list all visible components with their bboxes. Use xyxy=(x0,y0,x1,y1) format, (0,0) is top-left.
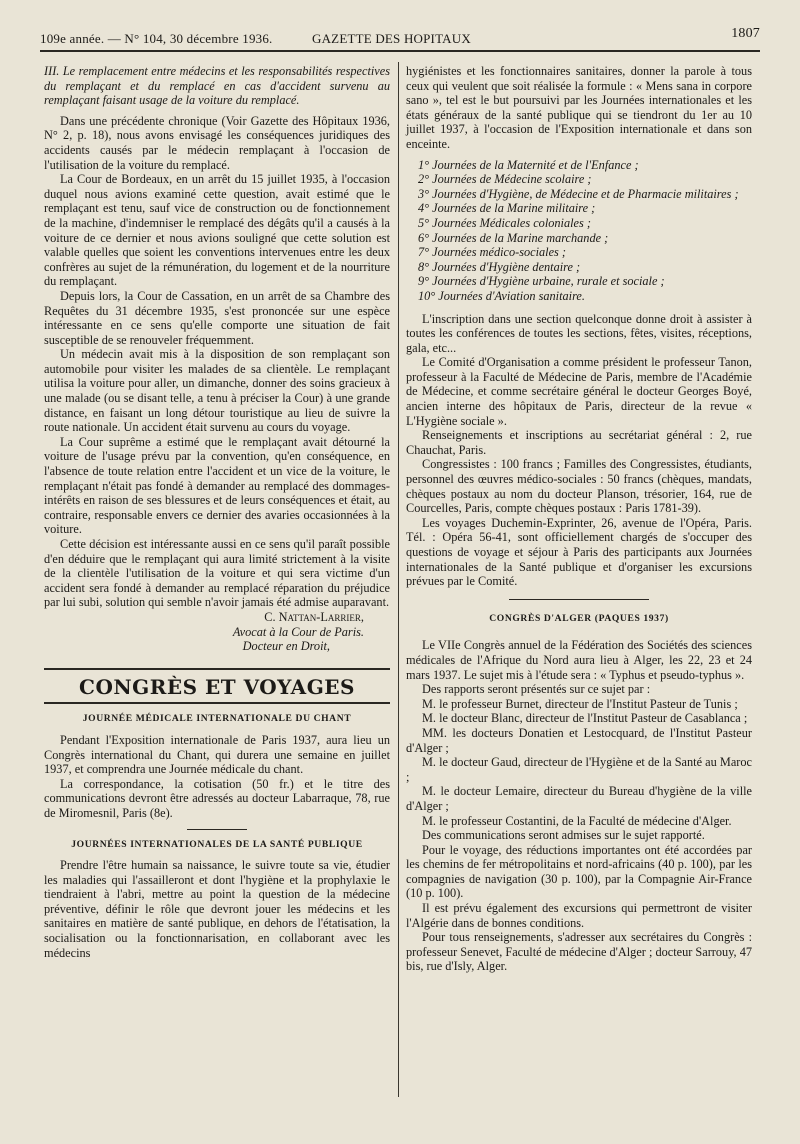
paragraph: Congressistes : 100 francs ; Familles des Congressistes, étudiants, personnel des œuvres médico-sociales : 50 francs (chèques, mandats, chèques postaux au nom du docteur Planson, trésorier, 164, rue de Courcelles, Paris, compte chèques postaux : Paris 1781-39). xyxy=(406,457,752,516)
paragraph: Le Comité d'Organisation a comme président le professeur Tanon, professeur à la Faculté de Médecine de Paris, membre de l'Académie de Médecine, et comme secrétaire général le docteur Georges Boyé, ancien interne des hôpitaux de Paris, directeur de la revue « L'Hygiène sociale ». xyxy=(406,355,752,428)
paragraph: M. le docteur Gaud, directeur de l'Hygiène et de la Santé au Maroc ; xyxy=(406,755,752,784)
section-title: CONGRÈS ET VOYAGES xyxy=(44,668,390,705)
subsection-title: JOURNÉE MÉDICALE INTERNATIONALE DU CHANT xyxy=(82,713,352,725)
paragraph: Depuis lors, la Cour de Cassation, en un arrêt de sa Chambre des Requêtes du 31 décembre 1935, s'est prononcée sur une espèce intéressante en ce sens qu'elle comporte une situation de fait susceptible de se renouveler fréquemment. xyxy=(44,288,390,347)
paragraph: Cette décision est intéressante aussi en ce sens qu'il paraît possible d'en déduire que le remplaçant qui aura limité strictement à la visite de la clientèle l'utilisation de la voiture et qui sera victime d'un accident sera fondé à demander au remplacé réparation du préjudice par lui subi, solution qui semble n'avoir jamais été admise auparavant. xyxy=(44,537,390,610)
paragraph: Les voyages Duchemin-Exprinter, 26, avenue de l'Opéra, Paris. Tél. : Opéra 56-41, sont officiellement chargés de s'occuper des questions de voyage et séjour à Paris des participants aux Journées internationales de la Santé publique et d'organiser les excursions prévues par le Comité. xyxy=(406,515,752,589)
list-item: 7° Journées médico-sociales ; xyxy=(418,245,566,260)
subsection-title: CONGRÈS D'ALGER (PAQUES 1937) xyxy=(489,612,669,624)
paragraph: La Cour suprême a estimé que le remplaçant avait détourné la voiture de l'usage prévu par la convention, qu'en conséquence, en l'absence de toute relation entre l'accident et un vice de la voiture, le remplaçant n'était pas fondé à demander au remplacé des dommages-intérêts en raison de ses blessures et de leurs conséquences et était, au contraire, responsable envers ce dernier des avaries occasionnées à la voiture. xyxy=(44,434,390,537)
page-number: 1807 xyxy=(731,26,760,41)
paragraph: M. le docteur Lemaire, directeur du Bureau d'hygiène de la ville d'Alger ; xyxy=(406,784,752,813)
paragraph: Il est prévu également des excursions qui permettront de visiter l'Algérie dans de bonnes conditions. xyxy=(406,901,752,930)
list-item: 2° Journées de Médecine scolaire ; xyxy=(418,172,592,187)
page-header xyxy=(40,26,760,52)
paragraph: Des communications seront admises sur le sujet rapporté. xyxy=(422,828,705,843)
paragraph: Pour tous renseignements, s'adresser aux secrétaires du Congrès : professeur Senevet, Faculté de médecine d'Alger ; docteur Sarrouy, 47 bis, rue d'Isly, Alger. xyxy=(406,930,752,974)
list-item: 9° Journées d'Hygiène urbaine, rurale et sociale ; xyxy=(418,274,665,289)
sessions-list xyxy=(418,158,752,304)
paragraph: L'inscription dans une section quelconque donne droit à assister à toutes les conférences de toutes les sections, fêtes, visites, réceptions, gala, etc... xyxy=(406,311,752,355)
list-item: 6° Journées de la Marine marchande ; xyxy=(418,230,609,245)
list-item: 8° Journées d'Hygiène dentaire ; xyxy=(418,259,581,274)
list-item: 3° Journées d'Hygiène, de Médecine et de Pharmacie militaires ; xyxy=(418,186,739,201)
paragraph: Prendre l'être humain sa naissance, le suivre toute sa vie, étudier les maladies qui l'assailleront et dont l'hygiène et la prophylaxie le tiendraient à l'abri, mettre au point la question de la médecine préventive, définir le rôle que devront jouer les médecins et les sanitaires en matière de santé publique, en dehors de l'étatisation, la socialisation ou la fonctionnarisation, en collaborant avec les médecins xyxy=(44,858,390,960)
signature-title: Avocat à la Cour de Paris. xyxy=(232,624,364,639)
list-item: 10° Journées d'Aviation sanitaire. xyxy=(418,288,585,303)
right-column xyxy=(406,64,752,974)
paragraph: M. le professeur Costantini, de la Faculté de médecine d'Alger. xyxy=(422,813,732,828)
list-item: 1° Journées de la Maternité et de l'Enfance ; xyxy=(418,157,639,172)
paragraph: Renseignements et inscriptions au secrétariat général : 2, rue Chauchat, Paris. xyxy=(406,428,752,457)
divider xyxy=(187,829,247,830)
paragraph: hygiénistes et les fonctionnaires sanitaires, donner la parole à tous ceux qui veulent que soit réalisée la formule : « Mens sana in corpore sano », tel est le but poursuivi par les Journées internationales et les états généraux de la santé publique qui se tiendront du 1er au 10 juillet 1937, à l'occasion de l'Exposition internationale et dans son enceinte. xyxy=(406,64,752,151)
paragraph: Pendant l'Exposition internationale de Paris 1937, aura lieu un Congrès international du Chant, qui durera une semaine en juillet 1937, et comprendra une Journée médicale du chant. xyxy=(44,732,390,777)
paragraph: Pour le voyage, des réductions importantes ont été accordées par les chemins de fer métropolitains et nord-africains (40 p. 100), par les compagnies de navigation (30 p. 100), par la Compagnie Air-France (10 p. 100). xyxy=(406,842,752,901)
paragraph: La correspondance, la cotisation (50 fr.) et le titre des communications devront être adressés au docteur Labarraque, 78, rue de Miromesnil, Paris (8e). xyxy=(44,776,390,820)
paragraph: Des rapports seront présentés sur ce sujet par : xyxy=(422,682,651,697)
list-item: 4° Journées de la Marine militaire ; xyxy=(418,201,596,216)
journal-title: GAZETTE DES HOPITAUX xyxy=(312,31,471,46)
list-item: 5° Journées Médicales coloniales ; xyxy=(418,215,591,230)
paragraph: M. le professeur Burnet, directeur de l'Institut Pasteur de Tunis ; xyxy=(422,696,738,711)
paragraph: MM. les docteurs Donatien et Lestocquard, de l'Institut Pasteur d'Alger ; xyxy=(406,725,752,755)
column-divider xyxy=(398,62,399,1097)
article-heading: III. Le remplacement entre médecins et les responsabilités respectives du remplaçant et du remplacé en cas d'accident survenu au remplaçant faisant usage de la voiture du remplacé. xyxy=(44,64,390,108)
divider xyxy=(509,599,649,600)
signature-name: C. Nattan-Larrier, xyxy=(264,609,364,624)
subsection-title: JOURNÉES INTERNATIONALES DE LA SANTÉ PUBLIQUE xyxy=(71,838,363,850)
left-column xyxy=(44,64,390,960)
paragraph: Un médecin avait mis à la disposition de son remplaçant son automobile pour visiter les malades de sa clientèle. Le remplaçant utilisa la voiture pour aller, un dimanche, donner des soins gracieux à une malade (ou se disant telle, a tenu à préciser la Cour) à une grande distance, en faisant un long détour touristique au lieu de suivre la route nationale. Un accident était survenu au cours du voyage. xyxy=(44,347,390,435)
paragraph: Le VIIe Congrès annuel de la Fédération des Sociétés des sciences médicales de l'Afrique du Nord aura lieu à Alger, les 22, 23 et 24 mars 1937. Le sujet mis à l'étude sera : « Typhus et pseudo-typhus ». xyxy=(406,638,752,682)
paragraph: Dans une précédente chronique (Voir Gazette des Hôpitaux 1936, N° 2, p. 18), nous avons envisagé les conséquences juridiques des accidents causés par le médecin remplaçant à l'occasion de l'utilisation de la voiture du remplacé. xyxy=(44,113,390,172)
signature-degree: Docteur en Droit, xyxy=(242,639,330,654)
issue-line: 109e année. — N° 104, 30 décembre 1936. xyxy=(40,31,273,46)
paragraph: M. le docteur Blanc, directeur de l'Institut Pasteur de Casablanca ; xyxy=(422,711,748,726)
paragraph: La Cour de Bordeaux, en un arrêt du 15 juillet 1935, à l'occasion duquel nous avions examiné cette question, avait estimé que le remplaçant est tenu, sauf vice de construction ou de fonctionnement de la machine, d'indemniser le remplacé des dégâts qu'il a causés à la voiture de ce dernier et nous avions souligné que cette solution est valable quelles que soient les conventions intervenues entre les deux confrères au sujet de la rémunération, du logement et de la nourriture du remplaçant. xyxy=(44,172,390,289)
